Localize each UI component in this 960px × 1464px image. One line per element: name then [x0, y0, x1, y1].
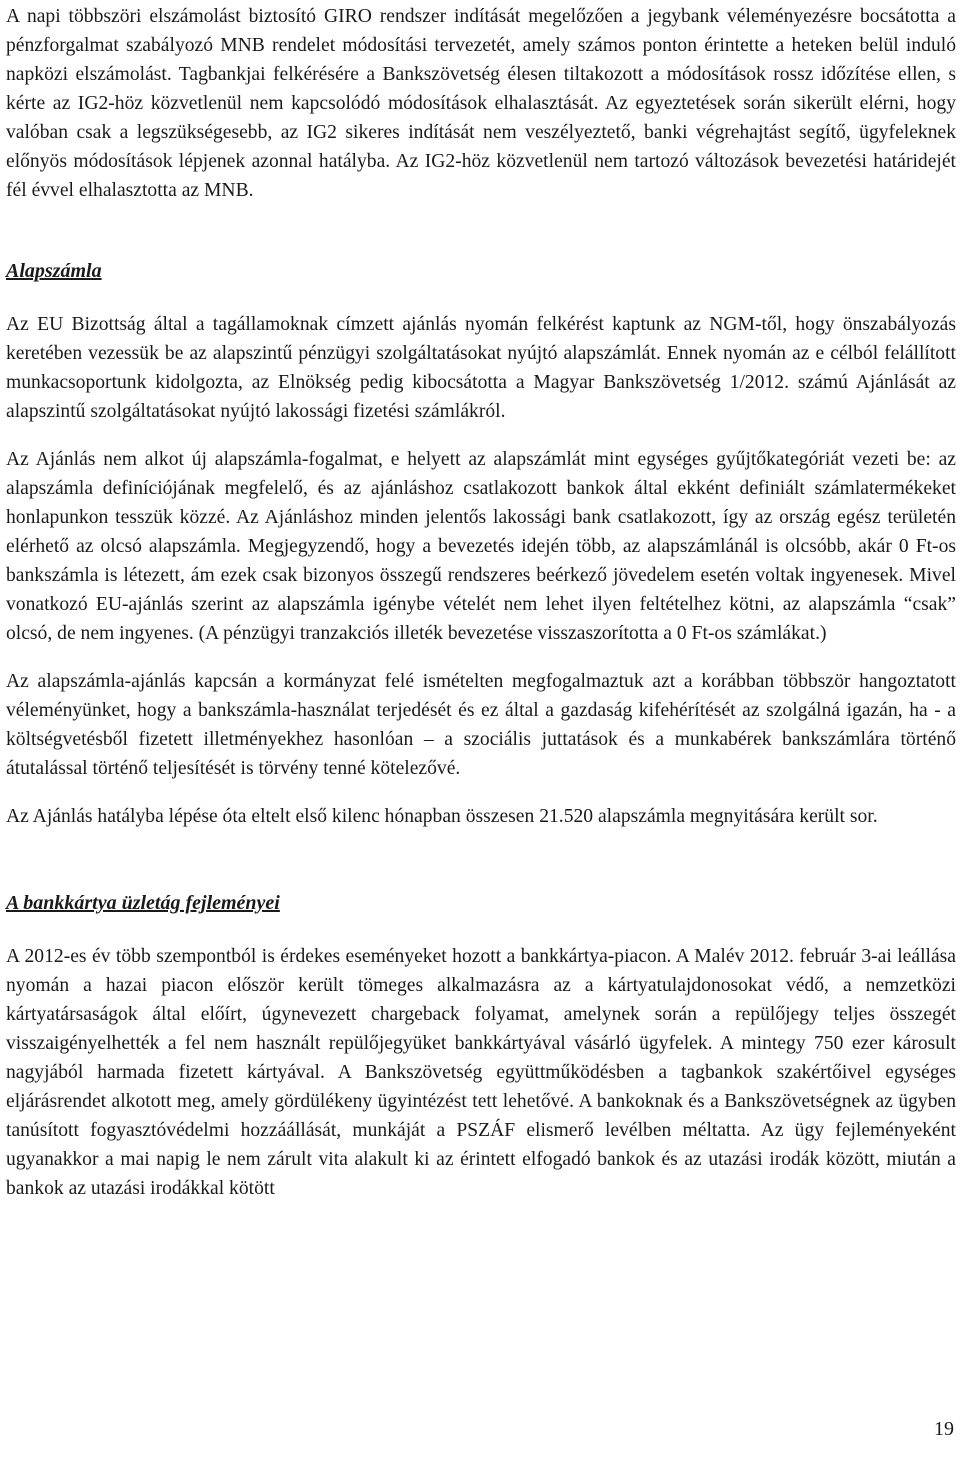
page-body: [6, 2, 956, 1203]
alapszamla-paragraph-2: Az Ajánlás nem alkot új alapszámla-fogalmat, e helyett az alapszámlát mint egységes gyűjtőkategóriát vezeti be: az alapszámla definíciójának megfelelő, és az ajánláshoz csatlakozott bankok által ekként definiált számlatermékeket honlapunkon tesszük közzé. Az Ajánláshoz minden jelentős lakossági bank csatlakozott, így az ország egész területén elérhető az olcsó alapszámla. Megjegyzendő, hogy a bevezetés idején több, az alapszámlánál is olcsóbb, akár 0 Ft-os bankszámla is létezett, ám ezek csak bizonyos összegű rendszeres beérkező jövedelem esetén voltak ingyenesek. Mivel vonatkozó EU-ajánlás szerint az alapszámla igénybe vételét nem lehet ilyen feltételhez kötni, az alapszámla “csak” olcsó, de nem ingyenes. (A pénzügyi tranzakciós illeték bevezetése visszaszorította a 0 Ft-os számlákat.): [6, 449, 956, 644]
alapszamla-paragraph-1: Az EU Bizottság által a tagállamoknak címzett ajánlás nyomán felkérést kaptunk az NGM-től, hogy önszabályozás keretében vezessük be az alapszintű pénzügyi szolgáltatásokat nyújtó alapszámlát. Ennek nyomán az e célból felállított munkacsoportunk kidolgozta, az Elnökség pedig kibocsátotta a Magyar Bankszövetség 1/2012. számú Ajánlását az alapszintű szolgáltatásokat nyújtó lakossági fizetési számlákról.: [6, 314, 956, 422]
alapszamla-paragraph-4: Az Ajánlás hatályba lépése óta eltelt első kilenc hónapban összesen 21.520 alapszámla megnyitására került sor.: [6, 806, 878, 827]
intro-paragraph: A napi többszöri elszámolást biztosító GIRO rendszer indítását megelőzően a jegybank véleményezésre bocsátotta a pénzforgalmat szabályozó MNB rendelet módosítási tervezetét, amely számos ponton érintette a heteken belül induló napközi elszámolást. Tagbankjai felkérésére a Bankszövetség élesen tiltakozott a módosítások rossz időzítése ellen, s kérte az IG2-höz közvetlenül nem kapcsolódó módosítások elhalasztását. Az egyeztetések során sikerült elérni, hogy valóban csak a legszükségesebb, az IG2 sikeres indítását nem veszélyeztető, banki végrehajtást segítő, ügyfeleknek előnyös módosítások lépjenek azonnal hatályba. Az IG2-höz közvetlenül nem tartozó változások bevezetési határidejét fél évvel elhalasztotta az MNB.: [6, 6, 956, 201]
section-heading-bankkartya: A bankkártya üzletág fejleményei: [6, 892, 280, 914]
bankkartya-paragraph-1: A 2012-es év több szempontból is érdekes eseményeket hozott a bankkártya-piacon. A Malév 2012. február 3-ai leállása nyomán a hazai piacon először került tömeges alkalmazásra az a kártyatulajdonosokat védő, a nemzetközi kártyatársaságok által előírt, úgynevezett chargeback folyamat, amelynek során a repülőjegy teljes összegét visszaigényelhették a fel nem használt repülőjegyüket bankkártyával vásárló ügyfelek. A mintegy 750 ezer károsult nagyjából harmada fizetett kártyával. A Bankszövetség együttműködésben a tagbankok szakértőivel egységes eljárásrendet alkotott meg, amely gördülékeny ügyintézést tett lehetővé. A bankoknak és a Bankszövetségnek az ügyben tanúsított fogyasztóvédelmi hozzáállását, munkáját a PSZÁF elismerő levélben méltatta. Az ügy fejleményeként ugyanakkor a mai napig le nem zárult vita alakult ki az érintett elfogadó bankok és az utazási irodák között, miután a bankok az utazási irodákkal kötött: [6, 946, 956, 1199]
page-number: 19: [934, 1418, 954, 1440]
section-heading-alapszamla: Alapszámla: [6, 260, 102, 282]
alapszamla-paragraph-3: Az alapszámla-ajánlás kapcsán a kormányzat felé ismételten megfogalmaztuk azt a korábban többször hangoztatott véleményünket, hogy a bankszámla-használat terjedését és ez által a gazdaság kifehérítését az szolgálná igazán, ha - a költségvetésből fizetett illetményekhez hasonlóan – a szociális juttatások és a munkabérek bankszámlára történő átutalással történő teljesítését is törvény tenné kötelezővé.: [6, 671, 956, 779]
